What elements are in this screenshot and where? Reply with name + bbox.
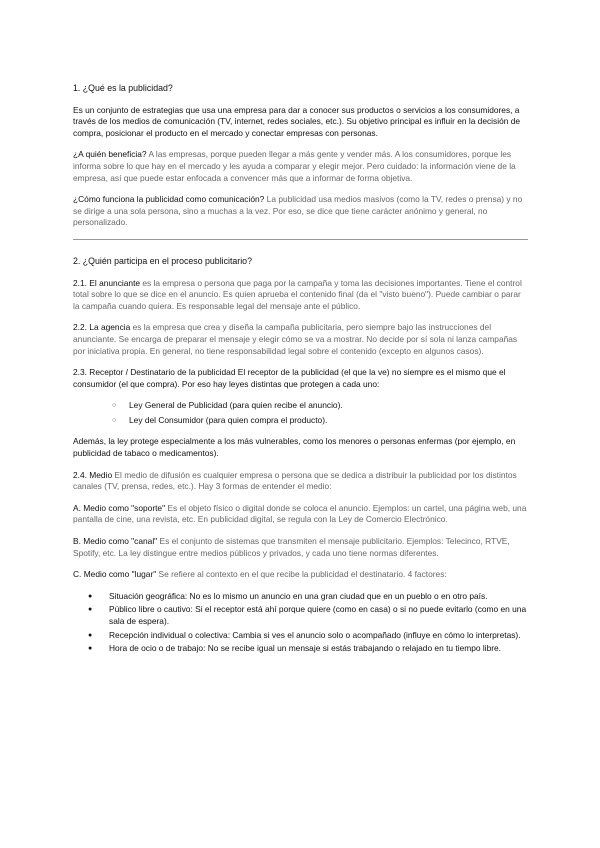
advertiser-paragraph: [73, 278, 528, 313]
medium-label: 2.4. Medio: [73, 469, 113, 480]
receiver-text: El receptor de la publicidad (el que la ve) no siempre es el mismo que el consumidor (el que compra). Por eso hay leyes distintas que protegen a cada uno:: [73, 367, 506, 389]
laws-list: [73, 400, 528, 426]
place-text: Se refiere al contexto en el que recibe la publicidad el destinatario. 4 factores:: [156, 569, 447, 580]
advertiser-label: 2.1. El anunciante: [73, 277, 141, 288]
support-text: Es el objeto físico o digital donde se coloca el anuncio. Ejemplos: un cartel, una página web, una pantalla de cine, una revista, etc. En publicidad digital, se regula con la Ley de Comercio Electrónico.: [73, 502, 527, 525]
channel-paragraph: [73, 536, 528, 559]
law-item: ○ Ley General de Publicidad (para quien recibe el anuncio).: [129, 400, 528, 412]
horizontal-divider: [73, 239, 528, 240]
how-paragraph: [73, 194, 528, 229]
factor-item: ● Recepción individual o colectiva: Cambia si ves el anuncio solo o acompañado (influye en cómo lo interpretas).: [109, 630, 528, 642]
section-1-heading: 1. ¿Qué es la publicidad?: [73, 83, 173, 93]
medium-paragraph: [73, 470, 528, 493]
agency-label: 2.2. La agencia: [73, 322, 131, 333]
agency-text: es la empresa que crea y diseña la campaña publicitaria, pero siempre bajo las instrucciones del anunciante. Se encarga de preparar el mensaje y elegir cómo se va a mostrar. No decide por sí sola ni lanza campañas por iniciativa propia. En general, no tiene responsabilidad legal sobre el contenido (excepto en algunos casos).: [73, 322, 518, 356]
benefits-answer: A las empresas, porque pueden llegar a más gente y vender más. A los consumidores, porque les informa sobre lo que hay en el mercado y les ayuda a comparar y elegir mejor. Pero cuidado: la información viene de la empresa, así que puede estar enfocada a convencer más que a informar de forma objetiva.: [73, 149, 516, 183]
vulnerable-paragraph: Además, la ley protege especialmente a los más vulnerables, como los menores o personas enfermas (por ejemplo, en publicidad de tabaco o medicamentos).: [73, 436, 516, 459]
benefits-question: ¿A quién beneficia?: [73, 149, 147, 160]
advertiser-text: es la empresa o persona que paga por la campaña y toma las decisiones importantes. Tiene el control total sobre lo que se dice en el anuncio. Es quien aprueba el contenido final (da el "visto bueno"). Puede cambiar o parar la campaña cuando quiera. Es responsable legal del mensaje ante el público.: [73, 277, 522, 311]
section-2-heading: 2. ¿Quién participa en el proceso publicitario?: [73, 255, 252, 266]
factors-list: [73, 591, 528, 655]
factor-item: ● Público libre o cautivo: Si el receptor está ahí porque quiere (como en casa) o si no puede evitarlo (como en una sala de espera).: [109, 604, 528, 627]
place-paragraph: [73, 569, 528, 581]
support-paragraph: [73, 503, 528, 526]
receiver-label: 2.3. Receptor / Destinatario de la publicidad: [73, 367, 236, 378]
channel-text: Es el conjunto de sistemas que transmiten el mensaje publicitario. Ejemplos: Telecinco, RTVE, Spotify, etc. La ley distingue entre medios públicos y privados, y cada uno tiene normas diferentes.: [73, 536, 510, 558]
place-label: C. Medio como "lugar": [73, 569, 157, 580]
how-question: ¿Cómo funciona la publicidad como comunicación?: [73, 194, 265, 205]
receiver-paragraph: [73, 367, 528, 390]
channel-label: B. Medio como "canal": [73, 536, 158, 547]
benefits-paragraph: [73, 149, 528, 184]
agency-paragraph: [73, 322, 528, 357]
document-content: [73, 83, 528, 657]
how-answer: La publicidad usa medios masivos (como la TV, redes o prensa) y no se dirige a una sola persona, sino a muchas a la vez. Por eso, se dice que tiene carácter anónimo y general, no personalizado.: [73, 194, 523, 228]
medium-text: El medio de difusión es cualquier empresa o persona que se dedica a distribuir la publicidad por los distintos canales (TV, prensa, redes, etc.). Hay 3 formas de entender el medio:: [73, 469, 517, 492]
factor-item: ● Hora de ocio o de trabajo: No se recibe igual un mensaje si estás trabajando o relajado en tu tiempo libre.: [109, 643, 528, 655]
factor-item: ● Situación geográfica: No es lo mismo un anuncio en una gran ciudad que en un pueblo o en otro país.: [109, 591, 528, 603]
support-label: A. Medio como "soporte": [73, 502, 166, 513]
definition-paragraph: Es un conjunto de estrategias que usa una empresa para dar a conocer sus productos o servicios a los consumidores, a través de los medios de comunicación (TV, internet, redes sociales, etc.). Su objetivo principal es influir en la decisión de compra, posicionar el producto en el mercado y conectar empresas con personas.: [73, 104, 521, 138]
law-item: ○ Ley del Consumidor (para quien compra el producto).: [129, 415, 528, 427]
